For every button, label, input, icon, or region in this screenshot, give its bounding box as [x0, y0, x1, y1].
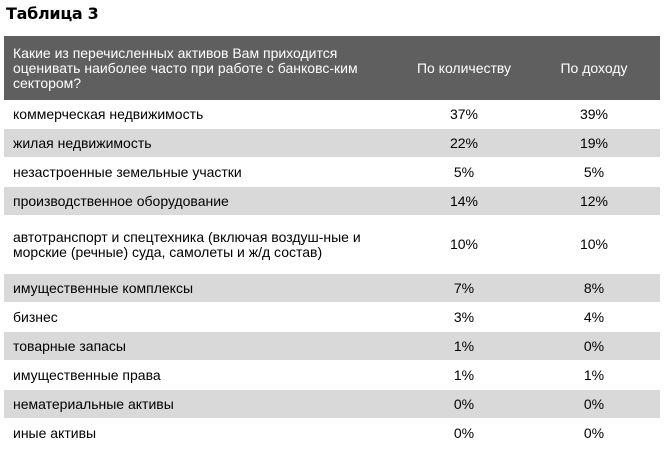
row-label: производственное оборудование	[13, 192, 229, 209]
table-row	[4, 332, 660, 361]
row-quantity: 10%	[449, 236, 479, 252]
row-quantity: 14%	[449, 192, 479, 209]
row-label: коммерческая недвижимость	[13, 105, 204, 122]
row-label: имущественные комплексы	[13, 279, 194, 296]
row-quantity: 1%	[453, 337, 475, 354]
row-income: 0%	[583, 337, 605, 354]
row-label: имущественные права	[13, 366, 161, 383]
table-row	[4, 216, 660, 274]
row-quantity: 1%	[453, 366, 475, 383]
row-label: бизнес	[13, 308, 58, 325]
table-row	[4, 100, 660, 129]
header-question: Какие из перечисленных активов Вам приходится оценивать наиболее часто при работе с банковс-ким сектором?	[13, 44, 358, 91]
row-income: 19%	[579, 134, 609, 151]
row-income: 10%	[579, 236, 609, 252]
table-row	[4, 419, 660, 448]
header-by-quantity: По количеству	[416, 59, 512, 76]
row-income: 0%	[583, 424, 605, 441]
row-quantity: 5%	[453, 163, 475, 180]
row-quantity: 0%	[453, 395, 475, 412]
row-income: 0%	[583, 395, 605, 412]
row-income: 4%	[583, 308, 605, 325]
row-label: жилая недвижимость	[13, 134, 152, 151]
table-row	[4, 303, 660, 332]
row-label: иные активы	[13, 424, 97, 441]
table-row	[4, 274, 660, 303]
table-row	[4, 187, 660, 216]
table-row	[4, 129, 660, 158]
row-income: 12%	[579, 192, 609, 209]
row-quantity: 7%	[453, 279, 475, 296]
row-income: 1%	[583, 366, 605, 383]
row-label: нематериальные активы	[13, 395, 174, 412]
header-by-income: По доходу	[560, 59, 628, 76]
row-label: автотранспорт и спецтехника (включая воздуш-ные и морские (речные) суда, самолеты и ж/д состав)	[13, 228, 361, 260]
row-quantity: 22%	[449, 134, 479, 151]
table-row	[4, 158, 660, 187]
table-row	[4, 361, 660, 390]
row-income: 5%	[583, 163, 605, 180]
table-title: Таблица 3	[6, 4, 99, 23]
row-income: 8%	[583, 279, 605, 296]
row-label: товарные запасы	[13, 337, 126, 354]
row-quantity: 3%	[453, 308, 475, 325]
table-header	[4, 36, 660, 100]
survey-table	[4, 36, 660, 448]
row-label: незастроенные земельные участки	[13, 163, 242, 180]
table-row	[4, 390, 660, 419]
row-income: 39%	[579, 105, 609, 122]
row-quantity: 37%	[449, 105, 479, 122]
row-quantity: 0%	[453, 424, 475, 441]
